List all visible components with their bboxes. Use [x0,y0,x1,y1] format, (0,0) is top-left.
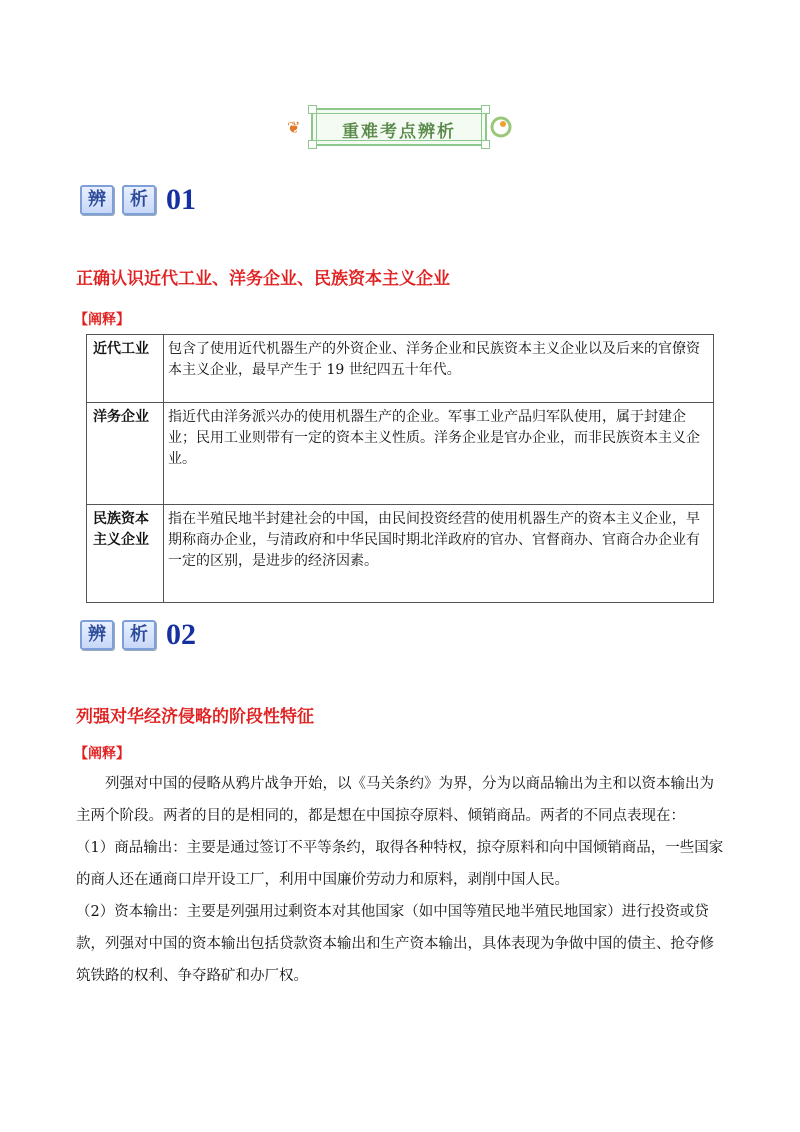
tag-xi: 析 [122,620,156,650]
table-row [87,403,714,505]
section-2-header [80,615,196,655]
section-2-title: 列强对华经济侵略的阶段性特征 [76,707,314,727]
term-cell: 洋务企业 [87,403,164,505]
definition-cell: 指近代由洋务派兴办的使用机器生产的企业。军事工业产品归军队使用，属于封建企业；民用工业则带有一定的资本主义性质。洋务企业是官办企业，而非民族资本主义企业。 [164,403,714,505]
paragraph: （2）资本输出：主要是列强用过剩资本对其他国家（如中国等殖民地半殖民地国家）进行投资或贷款，列强对中国的资本输出包括贷款资本输出和生产资本输出，具体表现为争做中国的债主、抢夺修筑铁路的权利、争夺路矿和办厂权。 [76,904,714,984]
section-1-header [80,180,196,220]
banner-title: 重难考点辨析 [342,122,456,142]
term-cell: 近代工业 [87,335,164,403]
banner-frame [311,108,487,146]
leaf-icon: ❦ [287,118,301,137]
table-row [87,505,714,603]
term-cell: 民族资本主义企业 [87,505,164,603]
tag-bian: 辨 [80,620,114,650]
paragraph: 列强对中国的侵略从鸦片战争开始，以《马关条约》为界，分为以商品输出为主和以资本输出为主两个阶段。两者的目的是相同的，都是想在中国掠夺原料、倾销商品。两者的不同点表现在： [76,776,714,824]
section-1-title: 正确认识近代工业、洋务企业、民族资本主义企业 [76,269,450,289]
section-banner [287,106,513,152]
tag-bian: 辨 [80,185,114,215]
definition-cell: 指在半殖民地半封建社会的中国，由民间投资经营的使用机器生产的资本主义企业，早期称商办企业，与清政府和中华民国时期北洋政府的官办、官督商办、官商合办企业有一定的区别，是进步的经济因素。 [164,505,714,603]
tag-xi: 析 [122,185,156,215]
table-row [87,335,714,403]
section-1-label: 【阐释】 [74,312,130,328]
section-number: 01 [166,183,196,216]
definition-cell: 包含了使用近代机器生产的外资企业、洋务企业和民族资本主义企业以及后来的官僚资本主义企业，最早产生于 19 世纪四五十年代。 [164,335,714,403]
terms-table [86,334,714,603]
section-2-label: 【阐释】 [74,746,130,762]
paragraph: （1）商品输出：主要是通过签订不平等条约，取得各种特权，掠夺原料和向中国倾销商品，一些国家的商人还在通商口岸开设工厂，利用中国廉价劳动力和原料，剥削中国人民。 [76,840,724,888]
section-2-body [76,768,726,992]
section-number: 02 [166,618,196,651]
swirl-icon [490,116,512,138]
